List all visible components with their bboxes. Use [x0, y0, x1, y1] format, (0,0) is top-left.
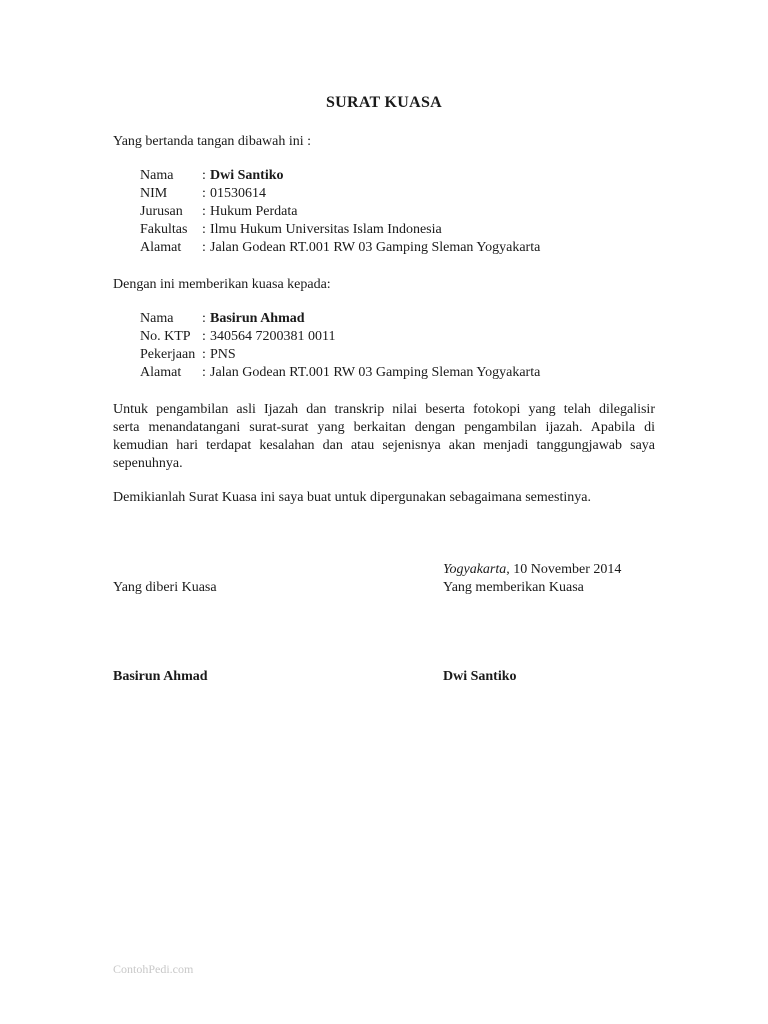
field-label: Alamat [140, 240, 182, 255]
body-line: sepenuhnya. [113, 456, 183, 471]
field-label: Jurusan [140, 204, 183, 219]
field-value: Ilmu Hukum Universitas Islam Indonesia [210, 222, 442, 237]
field-row-nim [140, 185, 540, 203]
field-value: Dwi Santiko [210, 168, 284, 183]
body-paragraph [113, 401, 655, 473]
field-separator: : [202, 222, 206, 237]
body-line: Untuk pengambilan asli Ijazah dan transkrip nilai beserta fotokopi yang telah dilegalisir [113, 402, 655, 417]
field-separator: : [202, 168, 206, 183]
field-row-name [140, 310, 540, 328]
field-separator: : [202, 204, 206, 219]
field-row-name [140, 167, 540, 185]
right-signer-name: Dwi Santiko [443, 669, 517, 684]
left-role: Yang diberi Kuasa [113, 580, 217, 595]
field-separator: : [202, 347, 206, 362]
field-label: Nama [140, 168, 174, 183]
field-label: No. KTP [140, 329, 191, 344]
date-text: , 10 November 2014 [506, 562, 622, 577]
intro-text: Yang bertanda tangan dibawah ini : [113, 134, 312, 149]
left-signer-name: Basirun Ahmad [113, 669, 208, 684]
field-row-alamat [140, 364, 540, 382]
transition-text: Dengan ini memberikan kuasa kepada: [113, 277, 331, 292]
body-line: kemudian hari terdapat kesalahan dan atau sejenisnya akan menjadi tanggungjawab saya [113, 438, 655, 453]
field-value: 01530614 [210, 186, 266, 201]
field-separator: : [202, 311, 206, 326]
body-line: serta menandatangani surat-surat yang berkaitan dengan pengambilan ijazah. Apabila di [113, 420, 655, 435]
field-row-alamat [140, 239, 540, 257]
right-role: Yang memberikan Kuasa [443, 580, 584, 595]
field-label: Fakultas [140, 222, 188, 237]
field-value: Hukum Perdata [210, 204, 298, 219]
field-label: Alamat [140, 365, 182, 380]
field-row-ktp [140, 328, 540, 346]
document-title: SURAT KUASA [325, 94, 443, 111]
field-value: Jalan Godean RT.001 RW 03 Gamping Sleman Yogyakarta [210, 365, 541, 380]
field-separator: : [202, 240, 206, 255]
field-row-fakultas [140, 221, 540, 239]
field-row-pekerjaan [140, 346, 540, 364]
place-date [443, 561, 621, 579]
grantee-fields [140, 310, 540, 382]
grantor-fields [140, 167, 540, 257]
place-text: Yogyakarta [443, 562, 507, 577]
field-value: PNS [210, 347, 236, 362]
field-separator: : [202, 365, 206, 380]
field-label: NIM [140, 186, 168, 201]
field-value: 340564 7200381 0011 [210, 329, 336, 344]
watermark: ContohPedi.com [113, 962, 194, 976]
field-separator: : [202, 329, 206, 344]
field-separator: : [202, 186, 206, 201]
field-value: Basirun Ahmad [210, 311, 305, 326]
field-row-jurusan [140, 203, 540, 221]
field-value: Jalan Godean RT.001 RW 03 Gamping Sleman Yogyakarta [210, 240, 541, 255]
field-label: Nama [140, 311, 174, 326]
closing-text: Demikianlah Surat Kuasa ini saya buat untuk dipergunakan sebagaimana semestinya. [113, 490, 591, 505]
field-label: Pekerjaan [140, 347, 196, 362]
